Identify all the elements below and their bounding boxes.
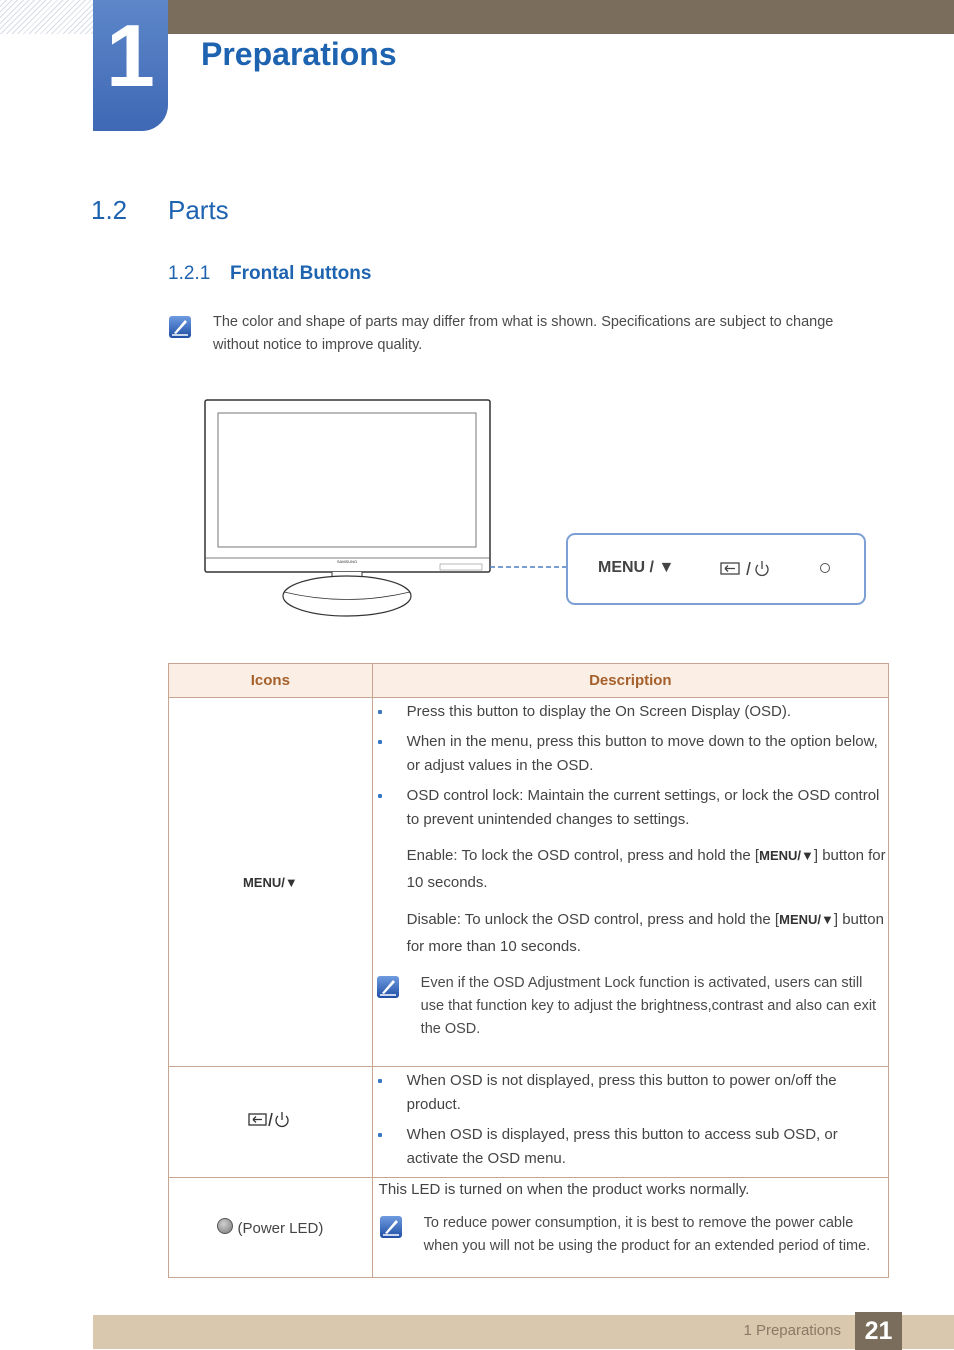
chapter-number: 1 bbox=[106, 6, 155, 105]
disable-paragraph: Disable: To unlock the OSD control, press and hold the [MENU/▼] button for more than 10 seconds. bbox=[406, 911, 884, 955]
list-item: Press this button to display the On Screen Display (OSD). bbox=[373, 700, 888, 724]
icon-cell bbox=[169, 1067, 373, 1178]
table-row-power-led bbox=[169, 1178, 889, 1278]
bullet-list bbox=[373, 1069, 888, 1171]
list-item: When in the menu, press this button to move down to the option below, or adjust values in the OSD. bbox=[373, 730, 888, 778]
led-description: This LED is turned on when the product works normally. bbox=[378, 1181, 750, 1198]
monitor-illustration bbox=[200, 395, 570, 630]
menu-down-icon: MENU/▼ bbox=[779, 912, 834, 927]
chapter-title: Preparations bbox=[201, 36, 397, 72]
menu-down-icon: MENU/▼ bbox=[242, 874, 298, 890]
icon-cell bbox=[169, 698, 373, 1067]
power-led-icon bbox=[820, 563, 830, 573]
enable-paragraph: Enable: To lock the OSD control, press and hold the [MENU/▼] button for 10 seconds. bbox=[406, 847, 886, 891]
power-led-label: (Power LED) bbox=[237, 1220, 324, 1237]
section-number: 1.2 bbox=[91, 195, 128, 225]
note-text: Even if the OSD Adjustment Lock function is activated, users can still use that function key to adjust the brightness,contrast and also can exit the OSD. bbox=[420, 975, 877, 1037]
source-power-icon bbox=[720, 559, 772, 579]
list-item: When OSD is not displayed, press this button to power on/off the product. bbox=[373, 1069, 888, 1117]
bullet-list bbox=[373, 700, 888, 832]
table-row-menu bbox=[169, 698, 889, 1067]
subsection-title: Frontal Buttons bbox=[230, 263, 372, 284]
note-text: To reduce power consumption, it is best to remove the power cable when you will not be using the product for an extended period of time. bbox=[423, 1215, 871, 1254]
menu-down-icon: MENU/▼ bbox=[759, 848, 814, 863]
button-panel-callout bbox=[566, 533, 866, 605]
note-icon bbox=[376, 975, 400, 999]
note-icon bbox=[379, 1215, 403, 1239]
list-item: When OSD is displayed, press this button to access sub OSD, or activate the OSD menu. bbox=[373, 1123, 888, 1171]
parts-table bbox=[168, 663, 889, 1278]
source-power-icon bbox=[248, 1111, 292, 1129]
icon-cell bbox=[169, 1178, 373, 1278]
header-hatch-decoration bbox=[0, 0, 93, 34]
description-cell bbox=[372, 698, 888, 1067]
footer-bar bbox=[93, 1315, 954, 1349]
subsection-number: 1.2.1 bbox=[168, 263, 211, 284]
page-number: 21 bbox=[855, 1312, 902, 1350]
power-led-icon bbox=[217, 1218, 233, 1234]
power-saving-note bbox=[373, 1212, 888, 1258]
footer-chapter-label: 1 Preparations bbox=[743, 1322, 841, 1339]
table-row-source-power bbox=[169, 1067, 889, 1178]
osd-lock-note bbox=[373, 972, 888, 1041]
table-header-description: Description bbox=[372, 664, 888, 698]
section-title: Parts bbox=[168, 195, 229, 225]
description-cell bbox=[372, 1067, 888, 1178]
chapter-number-badge bbox=[93, 0, 168, 131]
header-bar bbox=[93, 0, 954, 34]
note-icon bbox=[168, 315, 192, 339]
top-note-text: The color and shape of parts may differ from what is shown. Specifications are subject to change without notice to improve quality. bbox=[213, 314, 834, 353]
callout-menu-label: MENU / ▼ bbox=[598, 559, 675, 576]
table-header-icons: Icons bbox=[169, 664, 373, 698]
monitor-brand-logo: SAMSUNG bbox=[336, 559, 358, 564]
list-item: OSD control lock: Maintain the current settings, or lock the OSD control to prevent unintended changes to settings. bbox=[373, 784, 888, 832]
description-cell bbox=[372, 1178, 888, 1278]
